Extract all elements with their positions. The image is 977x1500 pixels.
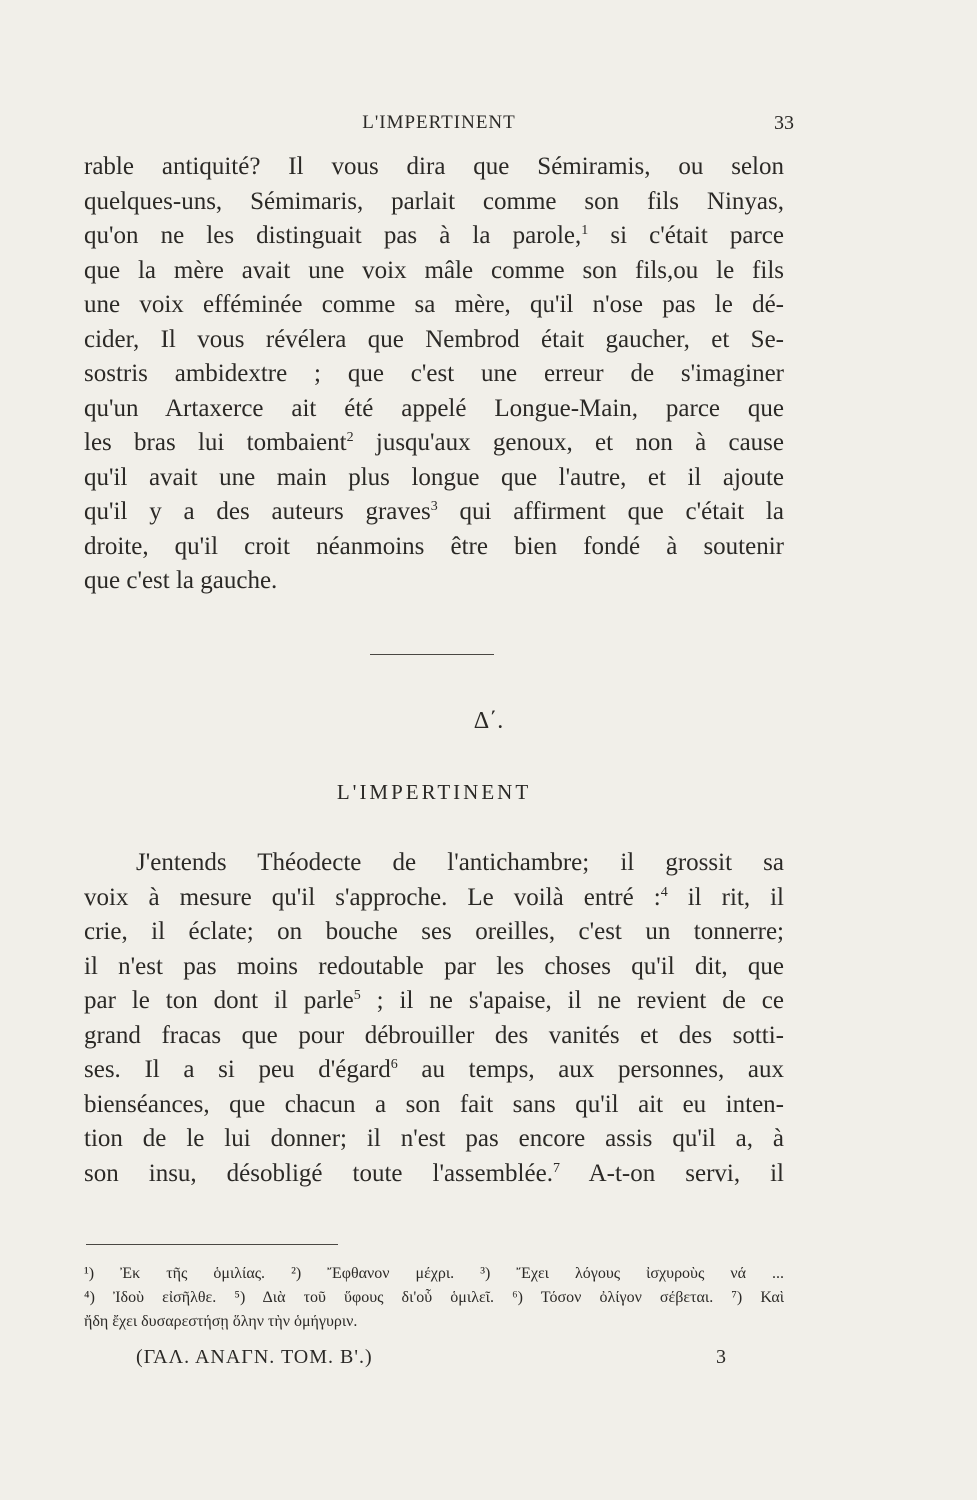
section-divider	[370, 654, 494, 655]
paragraph-continued	[84, 150, 784, 599]
text-line	[84, 495, 784, 530]
section-title: L'IMPERTINENT	[336, 780, 532, 804]
text-line: que c'est la gauche.	[84, 567, 278, 594]
footnote-ref: 5	[353, 988, 361, 1003]
footnote-ref: 4	[660, 884, 668, 900]
text-line: quelques-uns, Sémimaris, parlait comme son fils Ninyas,	[84, 187, 784, 215]
text-line	[84, 1157, 784, 1192]
text-line: bienséances, que chacun a son fait sans qu'il ait eu inten-	[84, 1090, 784, 1118]
printer-signature: (ΓΑΛ. ΑΝΑΓΝ. ΤΟΜ. Β'.)	[136, 1346, 373, 1368]
line-text: ses. Il a si peu d'égard	[84, 1056, 391, 1083]
running-head	[84, 112, 794, 140]
text-line: que la mère avait une voix mâle comme son fils,ou le fils	[84, 256, 784, 284]
line-text: il rit, il	[667, 883, 785, 911]
text-line: sostris ambidextre ; que c'est une erreur de s'imaginer	[84, 360, 784, 387]
running-title: L'IMPERTINENT	[362, 112, 516, 133]
line-text: par le ton dont il parle	[84, 987, 354, 1014]
text-line	[84, 1053, 784, 1088]
footnote-line: ⁴) Ἰδοὺ εἰσῆλθε. ⁵) Διὰ τοῦ ὕφους δι'οὗ ὁμιλεῖ. ⁶) Τόσον ὀλίγον σέβεται. ⁷) Καὶ	[84, 1289, 784, 1306]
text-line: qu'un Artaxerce ait été appelé Longue-Main, parce que	[84, 394, 784, 422]
sheet-number: 3	[716, 1346, 726, 1368]
footnote-rule	[86, 1244, 338, 1245]
text-line	[84, 219, 784, 254]
footnote-ref: 3	[430, 499, 438, 514]
footnote-line: ¹) Ἐκ τῆς ὁμιλίας. ²) Ἔφθανον μέχρι. ³) Ἔχει λόγους ἰσχυροὺς νά ...	[84, 1265, 784, 1282]
text-line	[84, 984, 784, 1019]
footnotes	[84, 1262, 784, 1334]
footnote-ref: 1	[581, 223, 589, 238]
paragraph-impertinent	[84, 846, 784, 1191]
section-number: Δ΄.	[473, 708, 504, 734]
text-line	[84, 881, 784, 916]
text-line: qu'il avait une main plus longue que l'autre, et il ajoute	[84, 463, 784, 491]
line-text: qu'il y a des auteurs graves	[84, 498, 431, 525]
line-text: ; il ne s'apaise, il ne revient de ce	[360, 987, 784, 1014]
line-text: jusqu'aux genoux, et non à cause	[353, 429, 785, 456]
footnote-line: ἤδη ἔχει δυσαρεστήσῃ ὅλην τὴν ὁμήγυριν.	[84, 1313, 358, 1330]
line-text: voix à mesure qu'il s'approche. Le voilà entré :	[84, 883, 661, 911]
line-text: A-t-on servi, il	[559, 1159, 785, 1187]
line-text: qu'on ne les distinguait pas à la parole,	[84, 222, 582, 249]
text-line: grand fracas que pour débrouiller des vanités et des sotti-	[84, 1021, 784, 1049]
text-line: cider, Il vous révélera que Nembrod était gaucher, et Se-	[84, 325, 784, 353]
text-line: rable antiquité? Il vous dira que Sémiramis, ou selon	[84, 153, 784, 180]
text-line: une voix efféminée comme sa mère, qu'il n'ose pas le dé-	[84, 291, 784, 318]
footnote-ref: 6	[390, 1057, 398, 1072]
footnote-ref: 2	[346, 430, 354, 445]
text-line: J'entends Théodecte de l'antichambre; il grossit sa	[136, 849, 784, 876]
text-line: tion de le lui donner; il n'est pas encore assis qu'il a, à	[84, 1125, 784, 1152]
footnote-ref: 7	[552, 1160, 560, 1176]
text-line: droite, qu'il croit néanmoins être bien fondé à soutenir	[84, 532, 784, 560]
page-number: 33	[774, 112, 794, 134]
line-text: son insu, désobligé toute l'assemblée.	[84, 1159, 553, 1187]
text-line: crie, il éclate; on bouche ses oreilles, c'est un tonnerre;	[84, 918, 784, 945]
text-line	[84, 426, 784, 461]
line-text: au temps, aux personnes, aux	[397, 1056, 785, 1083]
line-text: les bras lui tombaient	[84, 429, 347, 456]
text-line: il n'est pas moins redoutable par les choses qu'il dit, que	[84, 952, 784, 980]
line-text: qui affirment que c'était la	[437, 498, 784, 525]
line-text: si c'était parce	[588, 222, 784, 249]
